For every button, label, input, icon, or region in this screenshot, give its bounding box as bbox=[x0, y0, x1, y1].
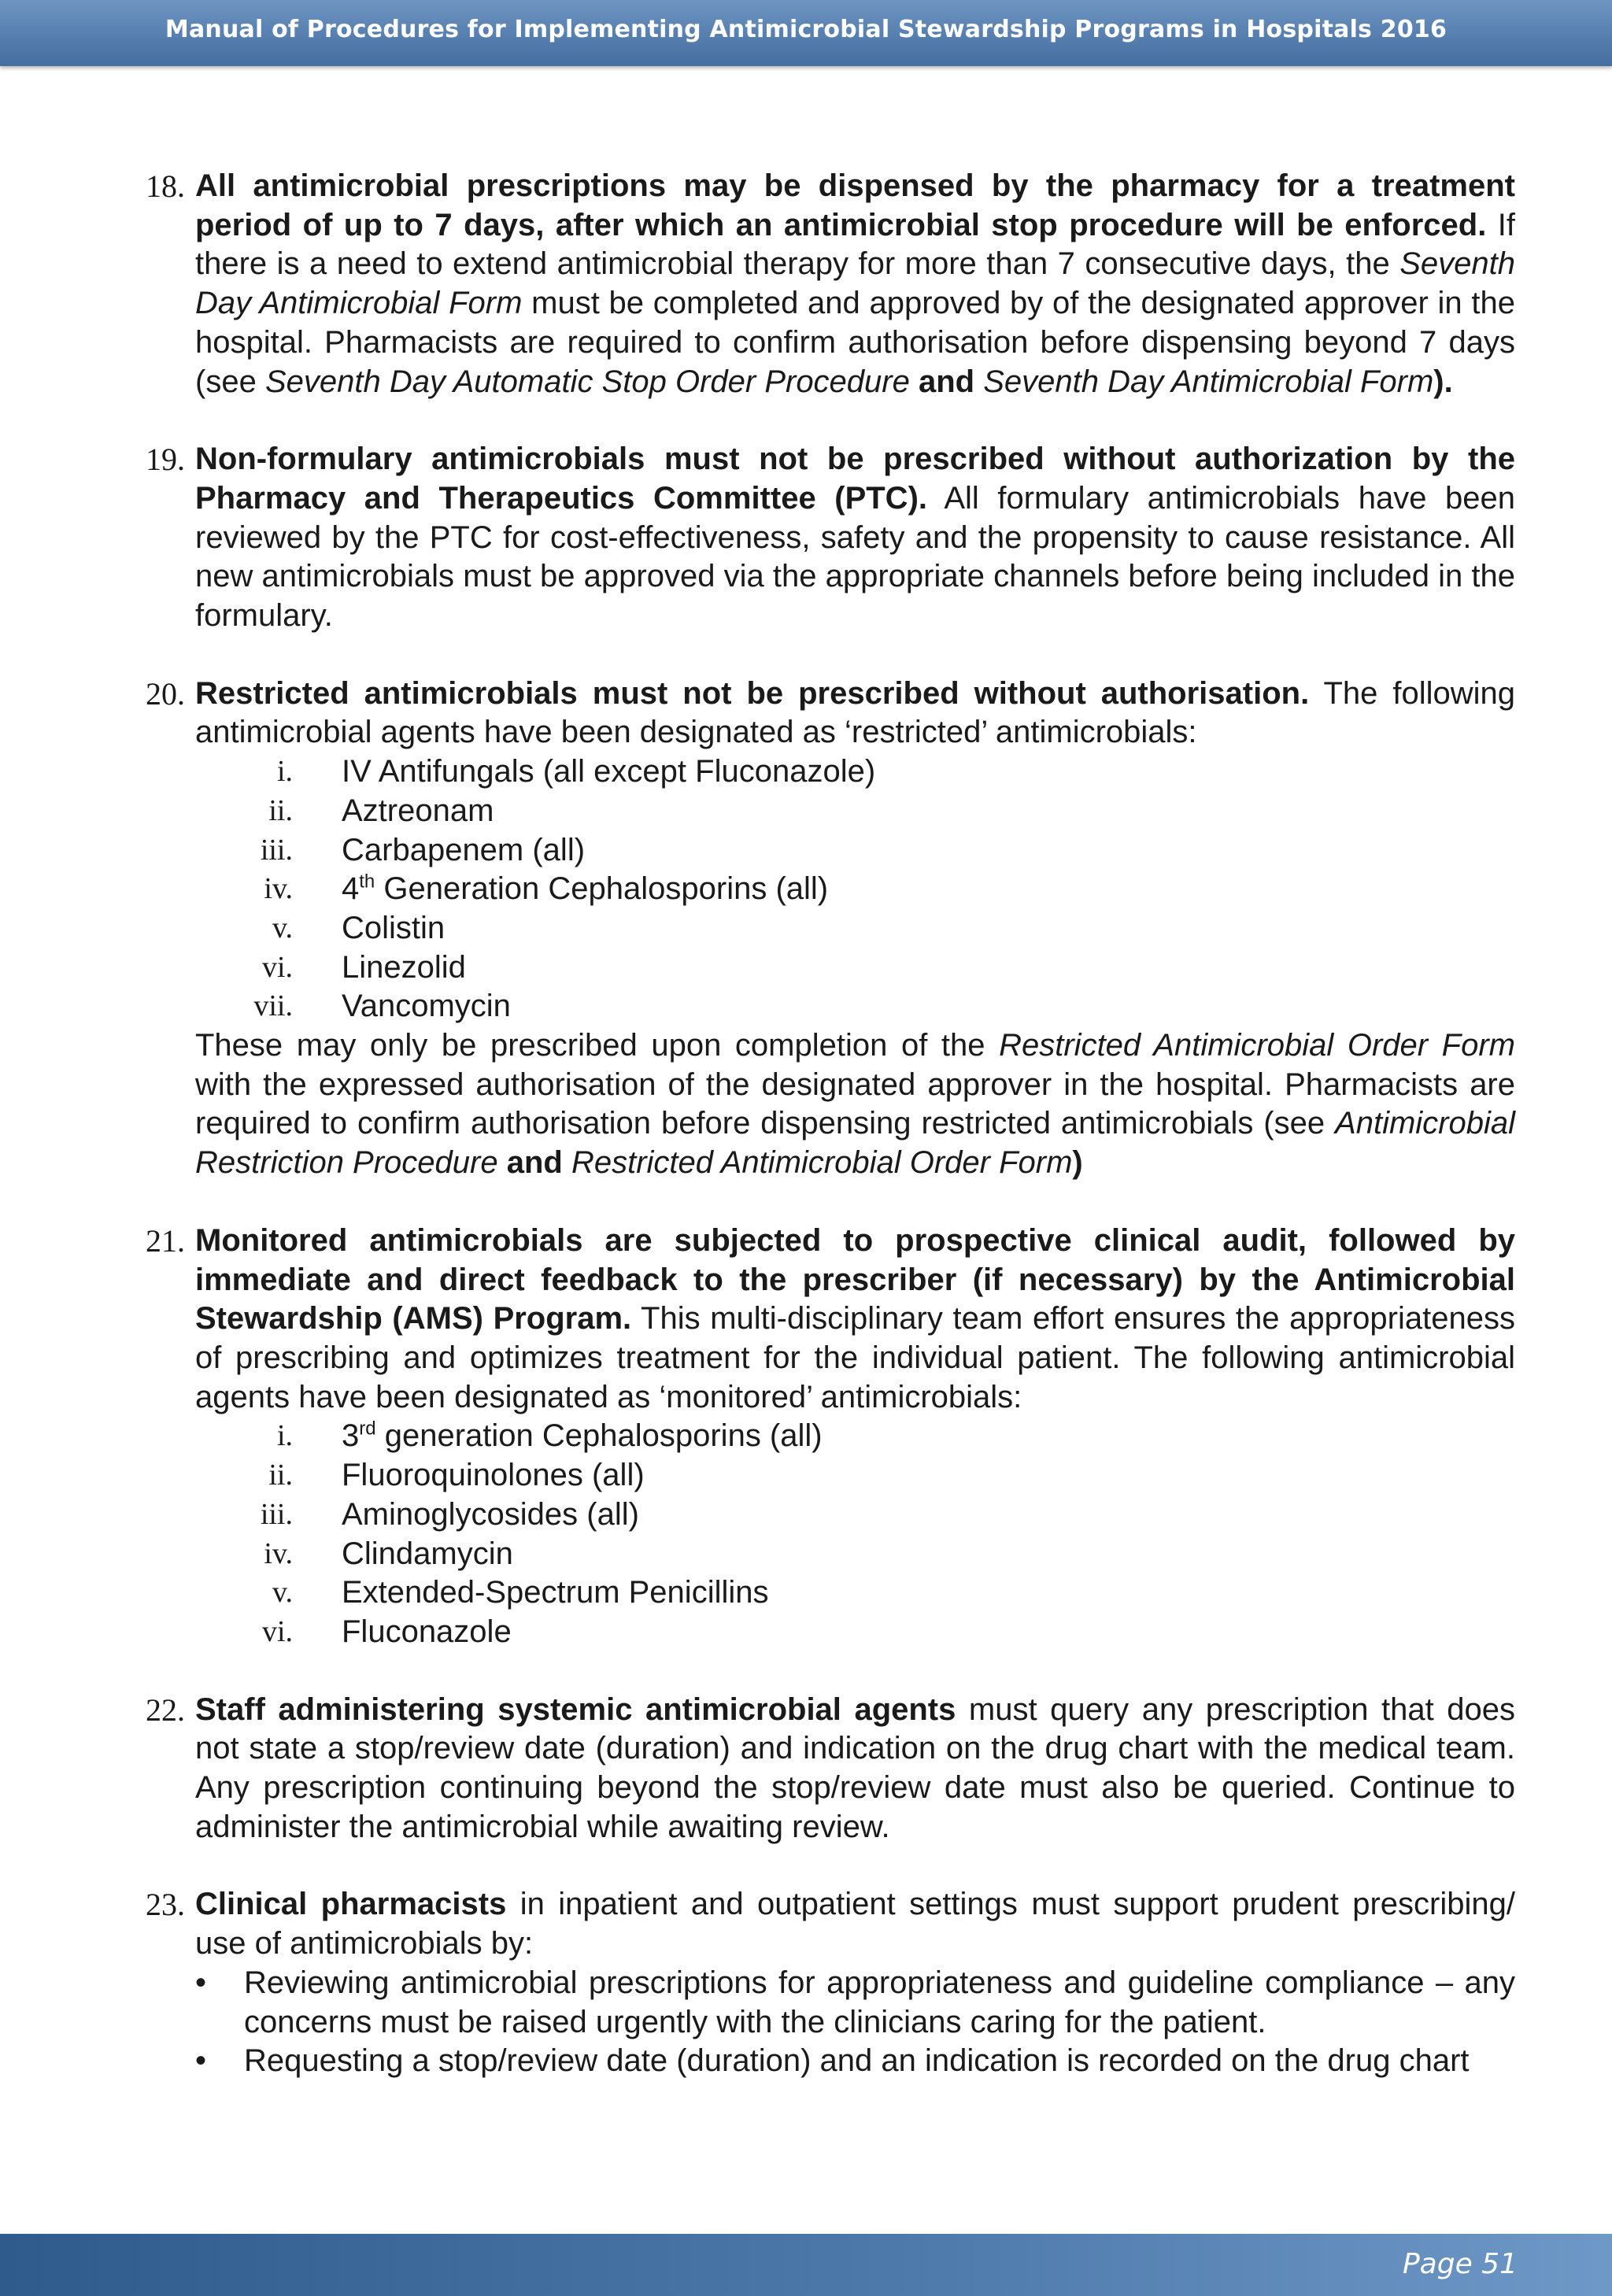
page-header bbox=[0, 0, 1612, 66]
bullet-item bbox=[195, 2042, 1515, 2081]
bullet-icon: • bbox=[195, 1965, 207, 2000]
list-item-text: IV Antifungals (all except Fluconazole) bbox=[342, 754, 876, 789]
body-text: This multi-disciplinary team effort ensures the appropriateness of prescribing and optimizes treatment for the individual patient. The following antimicrobial agents have been designated as ‘monitored’ antimicrobials: bbox=[195, 1301, 1515, 1414]
item-number: 23. bbox=[146, 1887, 185, 1923]
page-number: Page 51 bbox=[1402, 2248, 1518, 2280]
list-numeral: iii. bbox=[260, 833, 293, 867]
bold-text: Restricted antimicrobials must not be prescribed without authorisation. bbox=[195, 675, 1310, 711]
bold-text: ) bbox=[1072, 1145, 1083, 1181]
item-paragraph bbox=[195, 675, 1515, 752]
list-item bbox=[195, 870, 1515, 909]
item-21 bbox=[146, 1222, 1515, 1652]
list-item-text: generation Cephalosporins (all) bbox=[375, 1418, 823, 1454]
list-numeral: iv. bbox=[264, 1536, 293, 1570]
body-text: in inpatient and outpatient settings must support prudent prescribing/ use of antimicrobials by: bbox=[195, 1887, 1515, 1961]
item-number: 22. bbox=[146, 1691, 185, 1728]
bold-text: All antimicrobial prescriptions may be dispensed by the pharmacy for a treatment period of up to 7 days, after which an antimicrobial stop procedure will be enforced. bbox=[195, 168, 1515, 242]
item-19 bbox=[146, 440, 1515, 636]
list-item-text: Fluoroquinolones (all) bbox=[342, 1458, 645, 1493]
list-item-text: 3 bbox=[342, 1418, 360, 1454]
body-text: must query any prescription that does not state a stop/review date (duration) and indication on the drug chart with the medical team. Any prescription continuing beyond the stop/review date must also be queried. Continue to administer the antimicrobial while awaiting review. bbox=[195, 1691, 1515, 1844]
body-text: All formulary antimicrobials have been reviewed by the PTC for cost-effectiveness, safety and the propensity to cause resistance. All new antimicrobials must be approved via the appropriate channels before being included in the formulary. bbox=[195, 480, 1515, 634]
bullet-item bbox=[195, 1964, 1515, 2042]
document-title: Manual of Procedures for Implementing Antimicrobial Stewardship Programs in Hospitals 2016 bbox=[165, 16, 1447, 43]
list-item-text: Carbapenem (all) bbox=[342, 832, 586, 867]
list-numeral: i. bbox=[276, 1419, 293, 1453]
item-number: 19. bbox=[146, 442, 185, 478]
form-reference: Restricted Antimicrobial Order Form bbox=[999, 1028, 1515, 1063]
list-item-text: Generation Cephalosporins (all) bbox=[375, 871, 829, 907]
list-item bbox=[195, 1496, 1515, 1535]
body-text: These may only be prescribed upon completion of the bbox=[195, 1028, 1000, 1063]
item-paragraph bbox=[195, 1691, 1515, 1847]
pharmacist-duties-list bbox=[195, 1964, 1515, 2081]
item-paragraph bbox=[195, 1026, 1515, 1183]
list-numeral: v. bbox=[272, 911, 293, 945]
item-paragraph bbox=[195, 1222, 1515, 1418]
item-paragraph bbox=[195, 167, 1515, 401]
list-numeral: ii. bbox=[268, 1459, 293, 1492]
bullet-text: Requesting a stop/review date (duration) and an indication is recorded on the drug chart bbox=[244, 2043, 1470, 2079]
form-reference: Seventh Day Antimicrobial Form bbox=[983, 364, 1434, 399]
list-item bbox=[195, 792, 1515, 831]
bullet-text: Reviewing antimicrobial prescriptions for appropriateness and guideline compliance – any concerns must be raised urgently with the clinicians caring for the patient. bbox=[244, 1965, 1515, 2039]
list-item bbox=[195, 831, 1515, 871]
list-item bbox=[195, 1573, 1515, 1613]
list-item bbox=[195, 909, 1515, 948]
form-reference: Restricted Antimicrobial Order Form bbox=[571, 1145, 1073, 1181]
item-18 bbox=[146, 167, 1515, 401]
body-text: must be completed and approved by of the designated approver in the hospital. Pharmacists are required to confirm authorisation before dispensing beyond 7 days (see bbox=[195, 286, 1515, 399]
item-number: 20. bbox=[146, 675, 185, 712]
bold-text: ). bbox=[1433, 364, 1453, 399]
list-numeral: i. bbox=[276, 755, 293, 789]
list-numeral: vi. bbox=[261, 1614, 293, 1648]
bold-text: Non-formulary antimicrobials must not be prescribed without authorization by the Pharmacy and Therapeutics Committee (PTC). bbox=[195, 442, 1515, 516]
page-footer bbox=[0, 2234, 1612, 2296]
body-text: with the expressed authorisation of the designated approver in the hospital. Pharmacists are required to confirm authorisation before dispensing restricted antimicrobials (see bbox=[195, 1067, 1515, 1141]
page-content bbox=[146, 167, 1515, 2120]
bold-text: and bbox=[909, 364, 984, 399]
procedure-reference: Antimicrobial Restriction Procedure bbox=[195, 1106, 1515, 1181]
item-23 bbox=[146, 1885, 1515, 2081]
list-item bbox=[195, 1535, 1515, 1574]
list-item-text: Extended-Spectrum Penicillins bbox=[342, 1575, 769, 1610]
list-item-text: Vancomycin bbox=[342, 989, 511, 1024]
item-number: 21. bbox=[146, 1222, 185, 1259]
ordinal-suffix: th bbox=[359, 871, 375, 893]
list-numeral: iii. bbox=[260, 1497, 293, 1531]
list-numeral: ii. bbox=[268, 793, 293, 827]
list-numeral: iv. bbox=[264, 872, 293, 906]
item-20 bbox=[146, 675, 1515, 1183]
item-number: 18. bbox=[146, 168, 185, 204]
bold-text: and bbox=[497, 1145, 571, 1181]
item-22 bbox=[146, 1691, 1515, 1847]
list-item bbox=[195, 1613, 1515, 1652]
list-item bbox=[195, 752, 1515, 792]
list-item bbox=[195, 1417, 1515, 1456]
body-text: If there is a need to extend antimicrobial therapy for more than 7 consecutive days, the bbox=[195, 207, 1516, 282]
body-text: The following antimicrobial agents have been designated as ‘restricted’ antimicrobials: bbox=[195, 675, 1515, 750]
list-item bbox=[195, 948, 1515, 988]
item-paragraph bbox=[195, 440, 1515, 636]
procedure-reference: Seventh Day Automatic Stop Order Procedure bbox=[264, 364, 910, 399]
list-item bbox=[195, 987, 1515, 1026]
list-item-text: Aztreonam bbox=[342, 793, 494, 828]
ordinal-suffix: rd bbox=[359, 1418, 376, 1440]
bold-text: Staff administering systemic antimicrobial agents bbox=[195, 1691, 956, 1727]
list-item-text: Clindamycin bbox=[342, 1536, 513, 1571]
list-item-text: Aminoglycosides (all) bbox=[342, 1496, 639, 1532]
bullet-icon: • bbox=[195, 2043, 207, 2079]
form-reference: Seventh Day Antimicrobial Form bbox=[195, 246, 1515, 321]
list-item-text: Fluconazole bbox=[342, 1614, 512, 1649]
list-item bbox=[195, 1456, 1515, 1496]
restricted-antimicrobials-list bbox=[195, 752, 1515, 1026]
list-item-text: 4 bbox=[342, 871, 360, 907]
list-numeral: v. bbox=[272, 1576, 293, 1610]
list-numeral: vi. bbox=[261, 950, 293, 984]
bold-text: Monitored antimicrobials are subjected to prospective clinical audit, followed by immediate and direct feedback to the prescriber (if necessary) by the Antimicrobial Stewardship (AMS) Program. bbox=[195, 1222, 1515, 1337]
item-paragraph bbox=[195, 1885, 1515, 1963]
bold-text: Clinical pharmacists bbox=[195, 1887, 507, 1922]
list-item-text: Colistin bbox=[342, 910, 446, 945]
list-item-text: Linezolid bbox=[342, 949, 466, 985]
list-numeral: vii. bbox=[253, 989, 293, 1023]
monitored-antimicrobials-list bbox=[195, 1417, 1515, 1651]
